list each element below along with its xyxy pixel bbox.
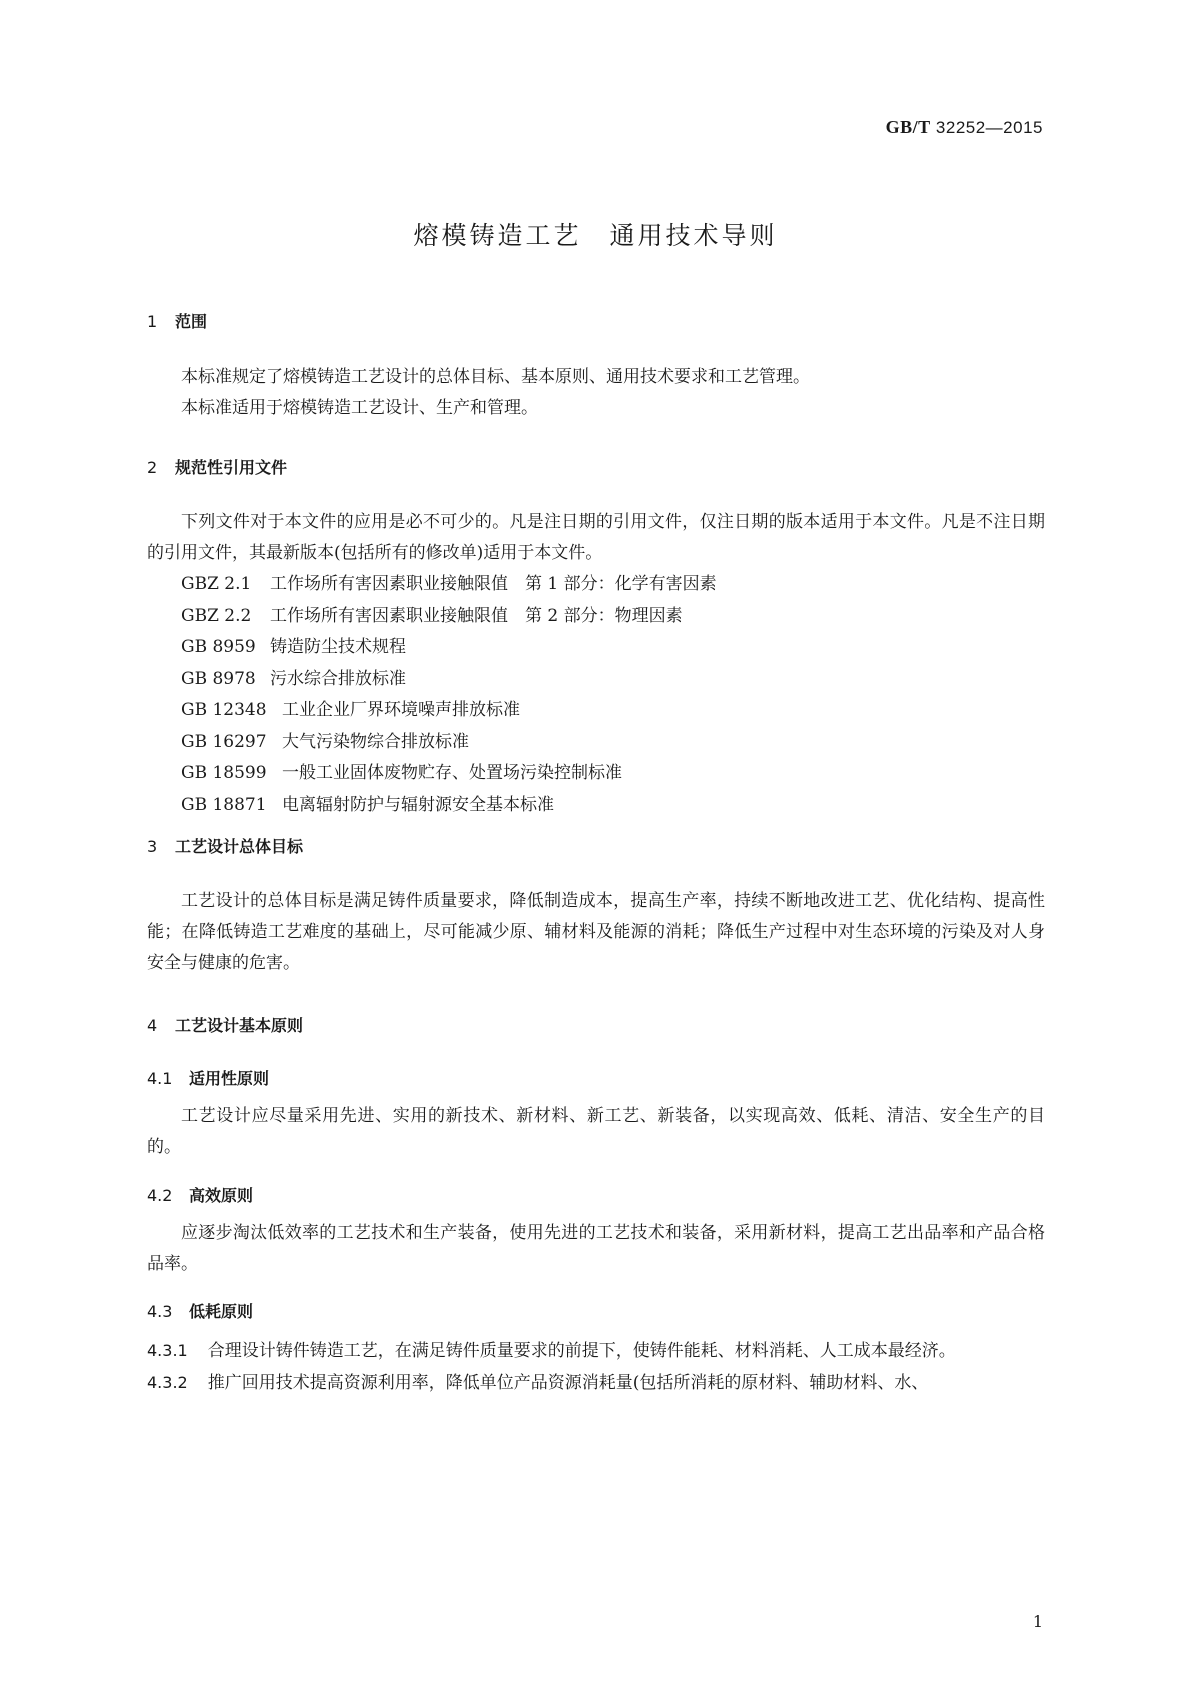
section-3-body [147,886,1045,979]
reference-item [147,664,1045,696]
reference-item [147,758,1045,790]
clause-number: 4.3.1 [147,1341,188,1360]
section-title: 范围 [175,312,208,331]
subsection-title: 适用性原则 [189,1069,270,1088]
reference-code: GB 18871 [181,794,267,815]
subsection-title: 低耗原则 [189,1302,254,1321]
section-2-body [147,507,1045,821]
reference-title: 污水综合排放标准 [270,668,406,689]
clause-4-3-2 [147,1367,1045,1399]
reference-title: 铸造防尘技术规程 [270,637,406,657]
section-1-heading [147,309,1045,332]
reference-item [147,695,1045,727]
reference-list [147,569,1045,821]
paragraph: 本标准适用于熔模铸造工艺设计、生产和管理。 [181,398,538,418]
section-title: 工艺设计基本原则 [175,1016,304,1035]
reference-code: GB 8978 [181,668,256,689]
subsection-title: 高效原则 [189,1186,254,1205]
reference-item [147,601,1045,633]
subsection-4-1-body [147,1101,1045,1163]
reference-code: GBZ 2.1 [181,574,252,594]
reference-title: 大气污染物综合排放标准 [282,731,469,752]
reference-code: GB 12348 [181,700,267,720]
reference-item [147,632,1045,664]
subsection-4-3-body [147,1335,1045,1399]
section-title: 工艺设计总体目标 [175,837,304,856]
paragraph: 工艺设计应尽量采用先进、实用的新技术、新材料、新工艺、新装备，以实现高效、低耗、清洁、安全生产的目的。 [147,1106,1045,1157]
reference-title: 工作场所有害因素职业接触限值 第 1 部分：化学有害因素 [270,574,717,594]
paragraph: 下列文件对于本文件的应用是必不可少的。凡是注日期的引用文件，仅注日期的版本适用于本文件。凡是不注日期的引用文件，其最新版本(包括所有的修改单)适用于本文件。 [147,512,1045,563]
standard-prefix: GB/T [885,117,931,137]
clause-4-3-1 [147,1335,1045,1367]
paragraph: 工艺设计的总体目标是满足铸件质量要求，降低制造成本，提高生产率，持续不断地改进工艺、优化结构、提高性能；在降低铸造工艺难度的基础上，尽可能减少原、辅材料及能源的消耗；降低生产过程中对生态环境的污染及对人身安全与健康的危害。 [147,891,1045,973]
section-title: 规范性引用文件 [175,458,288,477]
paragraph: 应逐步淘汰低效率的工艺技术和生产装备，使用先进的工艺技术和装备，采用新材料，提高工艺出品率和产品合格品率。 [147,1223,1045,1274]
section-number: 2 [147,458,158,477]
section-3-heading [147,834,1045,857]
reference-code: GB 18599 [181,763,267,783]
page-number: 1 [1032,1612,1043,1631]
reference-code: GB 8959 [181,637,256,657]
subsection-4-1-heading [147,1066,1045,1089]
section-4-heading [147,1013,1045,1036]
subsection-number: 4.2 [147,1186,173,1205]
subsection-4-3-heading [147,1299,1045,1322]
reference-title: 一般工业固体废物贮存、处置场污染控制标准 [282,763,622,783]
section-number: 3 [147,837,158,856]
subsection-4-2-body [147,1218,1045,1280]
subsection-4-2-heading [147,1183,1045,1206]
reference-title: 工作场所有害因素职业接触限值 第 2 部分：物理因素 [270,605,683,626]
standard-number: 32252—2015 [935,118,1043,137]
reference-title: 电离辐射防护与辐射源安全基本标准 [282,794,554,815]
document-title: 熔模铸造工艺 通用技术导则 [413,221,778,250]
subsection-number: 4.1 [147,1069,173,1088]
reference-item [147,727,1045,759]
reference-code: GBZ 2.2 [181,605,252,626]
clause-text: 合理设计铸件铸造工艺，在满足铸件质量要求的前提下，使铸件能耗、材料消耗、人工成本最经济。 [207,1341,956,1361]
reference-code: GB 16297 [181,731,267,752]
reference-item [147,569,1045,601]
clause-text: 推广回用技术提高资源利用率，降低单位产品资源消耗量(包括所消耗的原材料、辅助材料、水、 [207,1373,929,1393]
reference-title: 工业企业厂界环境噪声排放标准 [282,700,520,720]
reference-item [147,790,1045,822]
section-number: 1 [147,312,158,331]
section-2-heading [147,455,1045,478]
section-number: 4 [147,1016,158,1035]
subsection-number: 4.3 [147,1302,173,1321]
standard-code [886,117,1043,138]
paragraph: 本标准规定了熔模铸造工艺设计的总体目标、基本原则、通用技术要求和工艺管理。 [181,367,810,387]
clause-number: 4.3.2 [147,1373,188,1392]
section-1-body [147,362,1045,424]
